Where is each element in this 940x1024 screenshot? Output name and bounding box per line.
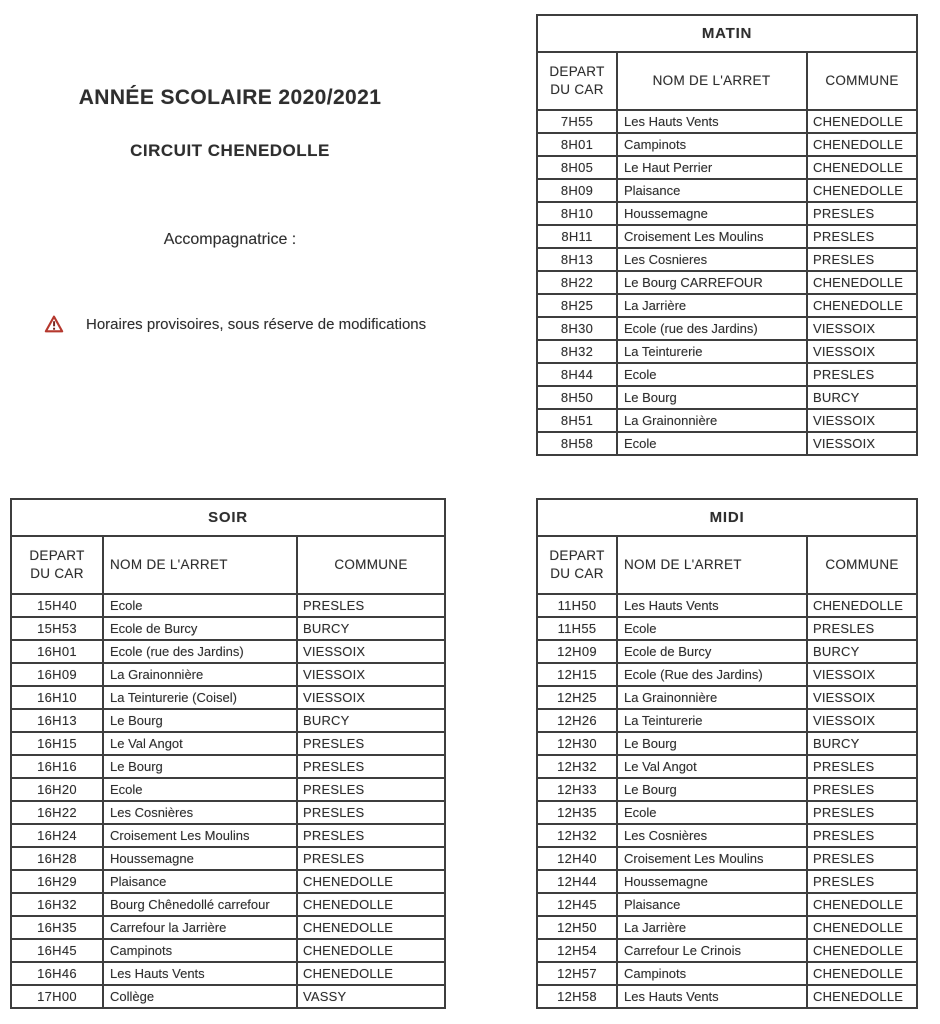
table-row (537, 363, 917, 386)
commune-cell: CHENEDOLLE (297, 962, 445, 985)
table-row (11, 824, 445, 847)
table-row (537, 179, 917, 202)
table-row (537, 962, 917, 985)
commune-cell: PRESLES (297, 824, 445, 847)
table-row (11, 893, 445, 916)
depart-cell: 11H55 (537, 617, 617, 640)
commune-cell: VASSY (297, 985, 445, 1008)
table-row (11, 870, 445, 893)
depart-cell: 12H57 (537, 962, 617, 985)
table-row (537, 248, 917, 271)
depart-cell: 7H55 (537, 110, 617, 133)
arret-cell: Croisement Les Moulins (103, 824, 297, 847)
depart-cell: 8H10 (537, 202, 617, 225)
commune-cell: PRESLES (807, 248, 917, 271)
depart-cell: 12H25 (537, 686, 617, 709)
column-header-commune: COMMUNE (807, 536, 917, 594)
column-header-arret: NOM DE L'ARRET (103, 536, 297, 594)
commune-cell: VIESSOIX (807, 409, 917, 432)
table-row (537, 340, 917, 363)
table-row (11, 732, 445, 755)
depart-cell: 12H35 (537, 801, 617, 824)
table-row (11, 962, 445, 985)
arret-cell: Carrefour Le Crinois (617, 939, 807, 962)
depart-cell: 16H22 (11, 801, 103, 824)
commune-cell: CHENEDOLLE (297, 870, 445, 893)
commune-cell: VIESSOIX (807, 663, 917, 686)
commune-cell: CHENEDOLLE (807, 893, 917, 916)
arret-cell: Le Bourg (103, 755, 297, 778)
depart-cell: 8H30 (537, 317, 617, 340)
depart-cell: 8H22 (537, 271, 617, 294)
arret-cell: Les Cosnières (617, 824, 807, 847)
depart-cell: 8H51 (537, 409, 617, 432)
depart-cell: 8H13 (537, 248, 617, 271)
commune-cell: BURCY (807, 386, 917, 409)
table-row (11, 709, 445, 732)
table-row (537, 663, 917, 686)
depart-cell: 12H15 (537, 663, 617, 686)
table-row (537, 985, 917, 1008)
depart-cell: 12H44 (537, 870, 617, 893)
arret-cell: Carrefour la Jarrière (103, 916, 297, 939)
column-header-arret: NOM DE L'ARRET (617, 536, 807, 594)
arret-cell: Ecole (617, 363, 807, 386)
table-row (11, 939, 445, 962)
warning-text: Horaires provisoires, sous réserve de modifications (86, 315, 427, 333)
table-row (11, 778, 445, 801)
arret-cell: Le Bourg (617, 778, 807, 801)
depart-cell: 16H28 (11, 847, 103, 870)
arret-cell: Plaisance (103, 870, 297, 893)
table-row (11, 640, 445, 663)
document-title: ANNÉE SCOLAIRE 2020/2021 (78, 86, 382, 109)
commune-cell: CHENEDOLLE (807, 156, 917, 179)
table-row (537, 225, 917, 248)
depart-cell: 16H20 (11, 778, 103, 801)
table-row (537, 778, 917, 801)
arret-cell: Ecole (617, 617, 807, 640)
depart-cell: 8H11 (537, 225, 617, 248)
arret-cell: Le Val Angot (103, 732, 297, 755)
arret-cell: Croisement Les Moulins (617, 847, 807, 870)
arret-cell: Croisement Les Moulins (617, 225, 807, 248)
commune-cell: VIESSOIX (297, 640, 445, 663)
arret-cell: La Jarrière (617, 294, 807, 317)
arret-cell: Houssemagne (617, 202, 807, 225)
table-row (11, 916, 445, 939)
matin-table-title: MATIN (537, 15, 917, 52)
depart-cell: 16H16 (11, 755, 103, 778)
table-row (537, 409, 917, 432)
table-row (537, 110, 917, 133)
arret-cell: Ecole (103, 594, 297, 617)
depart-cell: 12H26 (537, 709, 617, 732)
commune-cell: CHENEDOLLE (807, 962, 917, 985)
table-row (11, 801, 445, 824)
table-row (11, 663, 445, 686)
depart-cell: 16H29 (11, 870, 103, 893)
depart-cell: 17H00 (11, 985, 103, 1008)
arret-cell: Le Haut Perrier (617, 156, 807, 179)
arret-cell: Campinots (617, 133, 807, 156)
arret-cell: Ecole (103, 778, 297, 801)
arret-cell: La Jarrière (617, 916, 807, 939)
depart-cell: 16H32 (11, 893, 103, 916)
arret-cell: Campinots (103, 939, 297, 962)
column-header-commune: COMMUNE (807, 52, 917, 110)
depart-cell: 16H13 (11, 709, 103, 732)
arret-cell: La Grainonnière (617, 409, 807, 432)
arret-cell: Houssemagne (617, 870, 807, 893)
commune-cell: PRESLES (297, 755, 445, 778)
arret-cell: Plaisance (617, 179, 807, 202)
arret-cell: Le Bourg (103, 709, 297, 732)
arret-cell: Ecole (617, 432, 807, 455)
table-row (537, 686, 917, 709)
depart-cell: 16H45 (11, 939, 103, 962)
table-row (537, 294, 917, 317)
arret-cell: Ecole de Burcy (617, 640, 807, 663)
depart-cell: 16H09 (11, 663, 103, 686)
column-header-arret: NOM DE L'ARRET (617, 52, 807, 110)
table-row (11, 686, 445, 709)
commune-cell: CHENEDOLLE (297, 893, 445, 916)
commune-cell: VIESSOIX (807, 340, 917, 363)
warning-note (44, 315, 426, 333)
arret-cell: Le Bourg CARREFOUR (617, 271, 807, 294)
table-row (537, 317, 917, 340)
commune-cell: PRESLES (297, 847, 445, 870)
table-row (537, 271, 917, 294)
table-row (537, 939, 917, 962)
commune-cell: CHENEDOLLE (807, 179, 917, 202)
commune-cell: CHENEDOLLE (297, 939, 445, 962)
table-row (537, 156, 917, 179)
arret-cell: La Teinturerie (617, 709, 807, 732)
accompagnatrice-label: Accompagnatrice : (163, 231, 297, 248)
depart-cell: 16H46 (11, 962, 103, 985)
depart-cell: 8H44 (537, 363, 617, 386)
depart-cell: 15H53 (11, 617, 103, 640)
arret-cell: Campinots (617, 962, 807, 985)
arret-cell: Ecole (Rue des Jardins) (617, 663, 807, 686)
depart-cell: 12H33 (537, 778, 617, 801)
depart-cell: 15H40 (11, 594, 103, 617)
table-row (537, 824, 917, 847)
table-row (537, 916, 917, 939)
column-header-depart: DEPART DU CAR (537, 52, 617, 110)
commune-cell: PRESLES (807, 847, 917, 870)
arret-cell: Le Bourg (617, 386, 807, 409)
depart-cell: 8H25 (537, 294, 617, 317)
table-row (11, 847, 445, 870)
arret-cell: Collège (103, 985, 297, 1008)
arret-cell: La Grainonnière (103, 663, 297, 686)
soir-table (10, 498, 444, 1009)
depart-cell: 12H09 (537, 640, 617, 663)
column-header-depart: DEPART DU CAR (11, 536, 103, 594)
commune-cell: BURCY (807, 732, 917, 755)
table-row (537, 801, 917, 824)
table-row (537, 640, 917, 663)
commune-cell: PRESLES (807, 202, 917, 225)
arret-cell: Les Hauts Vents (617, 594, 807, 617)
commune-cell: PRESLES (807, 363, 917, 386)
commune-cell: CHENEDOLLE (807, 271, 917, 294)
commune-cell: VIESSOIX (297, 686, 445, 709)
commune-cell: VIESSOIX (297, 663, 445, 686)
commune-cell: CHENEDOLLE (807, 916, 917, 939)
commune-cell: PRESLES (297, 594, 445, 617)
commune-cell: BURCY (297, 617, 445, 640)
midi-table-title: MIDI (537, 499, 917, 536)
arret-cell: Houssemagne (103, 847, 297, 870)
commune-cell: PRESLES (807, 755, 917, 778)
commune-cell: CHENEDOLLE (807, 294, 917, 317)
table-row (11, 617, 445, 640)
table-row (537, 732, 917, 755)
table-row (537, 709, 917, 732)
table-row (537, 386, 917, 409)
arret-cell: Les Hauts Vents (103, 962, 297, 985)
depart-cell: 12H54 (537, 939, 617, 962)
table-row (11, 755, 445, 778)
depart-cell: 12H50 (537, 916, 617, 939)
depart-cell: 16H24 (11, 824, 103, 847)
arret-cell: Les Cosnières (103, 801, 297, 824)
table-row (537, 893, 917, 916)
commune-cell: CHENEDOLLE (807, 133, 917, 156)
matin-table (536, 14, 916, 456)
commune-cell: PRESLES (807, 778, 917, 801)
arret-cell: La Teinturerie (Coisel) (103, 686, 297, 709)
arret-cell: Plaisance (617, 893, 807, 916)
depart-cell: 12H32 (537, 755, 617, 778)
table-row (537, 594, 917, 617)
commune-cell: VIESSOIX (807, 686, 917, 709)
arret-cell: La Teinturerie (617, 340, 807, 363)
commune-cell: CHENEDOLLE (807, 110, 917, 133)
depart-cell: 12H30 (537, 732, 617, 755)
depart-cell: 8H32 (537, 340, 617, 363)
depart-cell: 8H58 (537, 432, 617, 455)
arret-cell: Ecole (617, 801, 807, 824)
commune-cell: PRESLES (807, 824, 917, 847)
table-row (11, 594, 445, 617)
arret-cell: Les Hauts Vents (617, 110, 807, 133)
commune-cell: CHENEDOLLE (807, 985, 917, 1008)
commune-cell: VIESSOIX (807, 709, 917, 732)
table-row (537, 432, 917, 455)
depart-cell: 8H50 (537, 386, 617, 409)
arret-cell: Ecole de Burcy (103, 617, 297, 640)
depart-cell: 11H50 (537, 594, 617, 617)
commune-cell: VIESSOIX (807, 317, 917, 340)
commune-cell: PRESLES (807, 225, 917, 248)
table-row (537, 617, 917, 640)
depart-cell: 8H05 (537, 156, 617, 179)
column-header-commune: COMMUNE (297, 536, 445, 594)
table-row (537, 847, 917, 870)
arret-cell: Le Val Angot (617, 755, 807, 778)
arret-cell: Ecole (rue des Jardins) (103, 640, 297, 663)
depart-cell: 8H09 (537, 179, 617, 202)
arret-cell: Ecole (rue des Jardins) (617, 317, 807, 340)
document-subtitle: CIRCUIT CHENEDOLLE (130, 141, 330, 160)
commune-cell: PRESLES (807, 617, 917, 640)
arret-cell: La Grainonnière (617, 686, 807, 709)
midi-table (536, 498, 916, 1009)
table-row (11, 985, 445, 1008)
depart-cell: 12H32 (537, 824, 617, 847)
commune-cell: PRESLES (807, 870, 917, 893)
commune-cell: PRESLES (297, 801, 445, 824)
table-row (537, 870, 917, 893)
commune-cell: CHENEDOLLE (297, 916, 445, 939)
warning-triangle-icon (44, 315, 64, 333)
depart-cell: 12H45 (537, 893, 617, 916)
table-row (537, 755, 917, 778)
arret-cell: Les Cosnieres (617, 248, 807, 271)
depart-cell: 16H01 (11, 640, 103, 663)
column-header-depart: DEPART DU CAR (537, 536, 617, 594)
depart-cell: 8H01 (537, 133, 617, 156)
depart-cell: 16H15 (11, 732, 103, 755)
commune-cell: PRESLES (297, 732, 445, 755)
table-row (537, 202, 917, 225)
commune-cell: BURCY (297, 709, 445, 732)
soir-table-title: SOIR (11, 499, 445, 536)
commune-cell: CHENEDOLLE (807, 939, 917, 962)
commune-cell: PRESLES (807, 801, 917, 824)
depart-cell: 12H58 (537, 985, 617, 1008)
commune-cell: VIESSOIX (807, 432, 917, 455)
commune-cell: CHENEDOLLE (807, 594, 917, 617)
arret-cell: Les Hauts Vents (617, 985, 807, 1008)
commune-cell: BURCY (807, 640, 917, 663)
table-row (537, 133, 917, 156)
depart-cell: 16H10 (11, 686, 103, 709)
arret-cell: Le Bourg (617, 732, 807, 755)
depart-cell: 12H40 (537, 847, 617, 870)
commune-cell: PRESLES (297, 778, 445, 801)
arret-cell: Bourg Chênedollé carrefour (103, 893, 297, 916)
depart-cell: 16H35 (11, 916, 103, 939)
